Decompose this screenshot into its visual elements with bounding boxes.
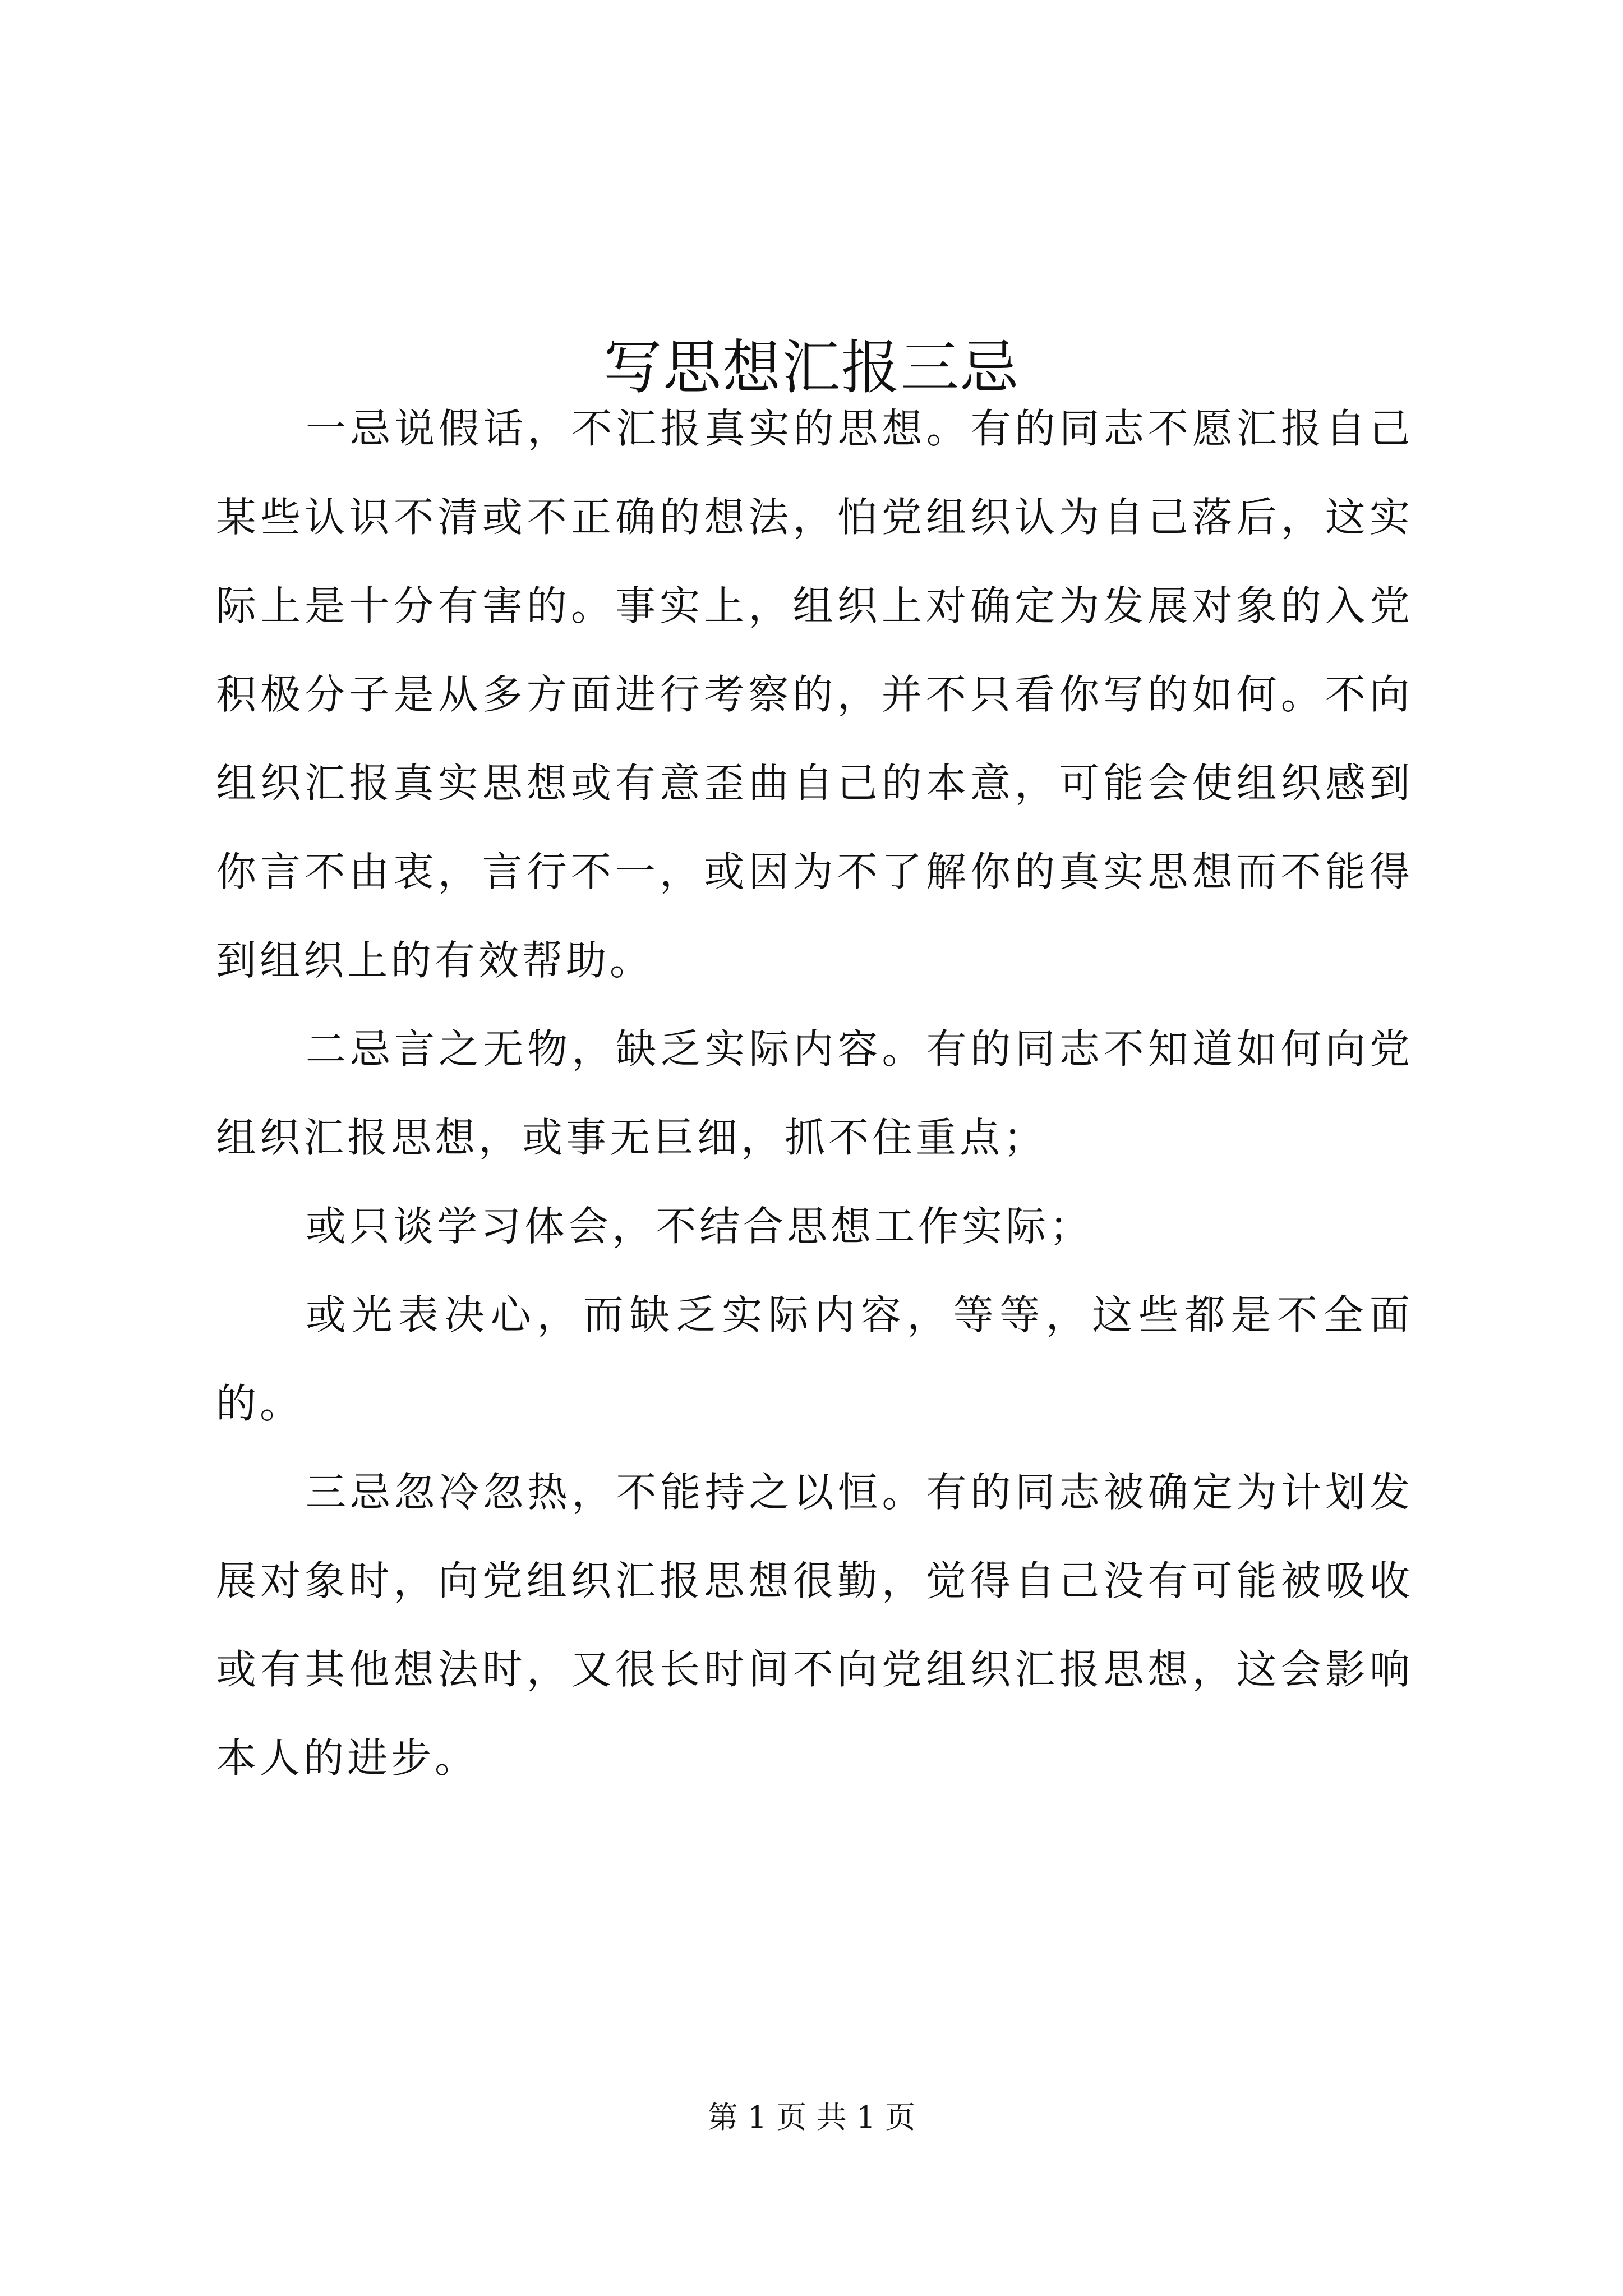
page-footer: 第 1 页 共 1 页 (707, 2100, 916, 2135)
paragraph-1: 一忌说假话，不汇报真实的思想。有的同志不愿汇报自己某些认识不清或不正确的想法，怕党组织认为自己落后，这实际上是十分有害的。事实上，组织上对确定为发展对象的入党积极分子是从多方面进行考察的，并不只看你写的如何。不向组织汇报真实思想或有意歪曲自己的本意，可能会使组织感到你言不由衷，言行不一，或因为不了解你的真实思想而不能得到组织上的有效帮助。 (216, 405, 1413, 984)
paragraph-2: 二忌言之无物，缺乏实际内容。有的同志不知道如何向党组织汇报思想，或事无巨细，抓不住重点； (216, 1025, 1413, 1161)
paragraph-3: 或只谈学习体会，不结合思想工作实际； (306, 1203, 1094, 1250)
paragraph-4: 或光表决心，而缺乏实际内容，等等，这些都是不全面的。 (216, 1291, 1413, 1427)
paragraph-5: 三忌忽冷忽热，不能持之以恒。有的同志被确定为计划发展对象时，向党组织汇报思想很勤，觉得自己没有可能被吸收或有其他想法时，又很长时间不向党组织汇报思想，这会影响本人的进步。 (216, 1469, 1413, 1782)
document-title: 写思想汇报三忌 (603, 333, 1020, 402)
document-body (216, 384, 1413, 1802)
